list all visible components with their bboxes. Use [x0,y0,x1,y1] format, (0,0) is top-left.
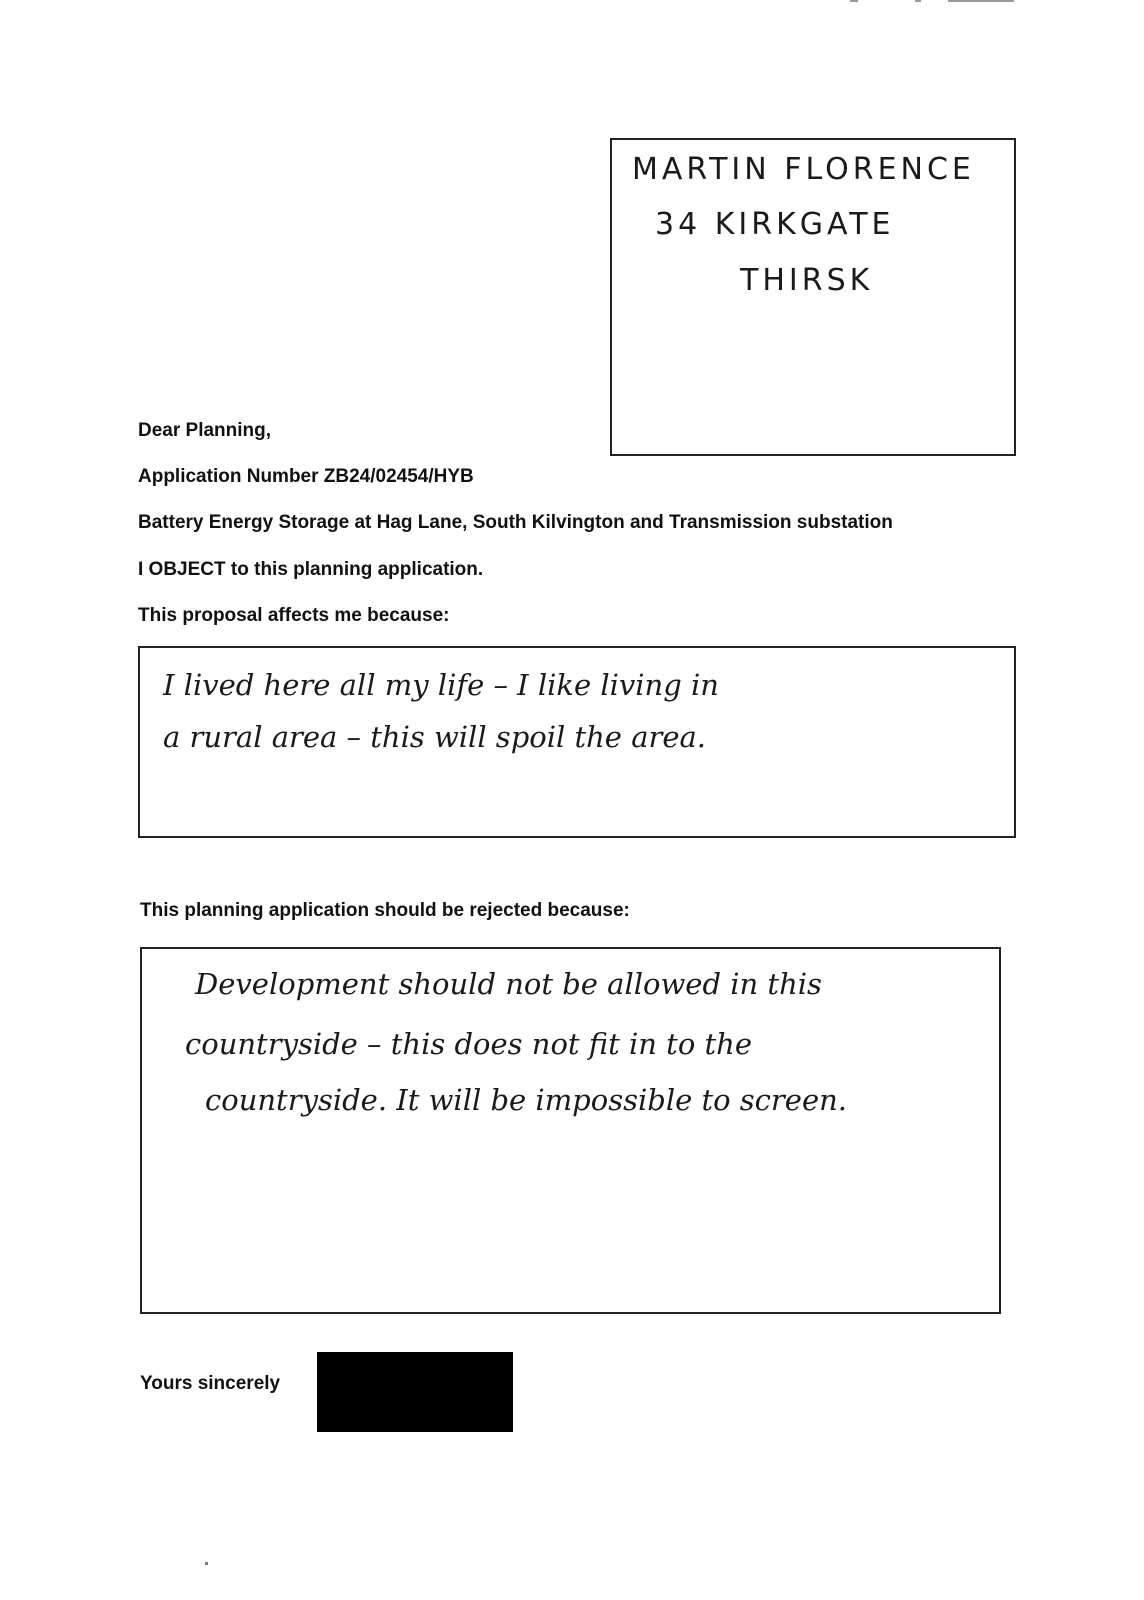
signoff: Yours sincerely [140,1373,281,1394]
affects-line: a rural area – this will spoil the area. [163,720,707,754]
reasons-response-box [140,947,1001,1314]
affects-heading: This proposal affects me because: [138,605,450,626]
scan-speck [205,1562,208,1565]
signature-redaction [317,1352,513,1432]
objection-statement: I OBJECT to this planning application. [138,559,484,580]
salutation: Dear Planning, [138,420,272,441]
reasons-line: Development should not be allowed in this [195,967,822,1001]
affects-line: I lived here all my life – I like living in [163,668,719,702]
scan-mark [850,0,858,2]
reasons-heading: This planning application should be rejected because: [140,900,630,921]
application-number: Application Number ZB24/02454/HYB [138,466,474,487]
scan-mark [915,0,921,2]
address-street: 34 KIRKGATE [655,207,895,242]
address-town: THIRSK [740,263,874,298]
reasons-line: countryside – this does not fit in to the [185,1027,752,1061]
site-description: Battery Energy Storage at Hag Lane, South Kilvington and Transmission substation [138,512,893,533]
scan-mark [948,0,1014,2]
reasons-line: countryside. It will be impossible to screen. [205,1083,848,1117]
address-name: MARTIN FLORENCE [632,152,975,187]
